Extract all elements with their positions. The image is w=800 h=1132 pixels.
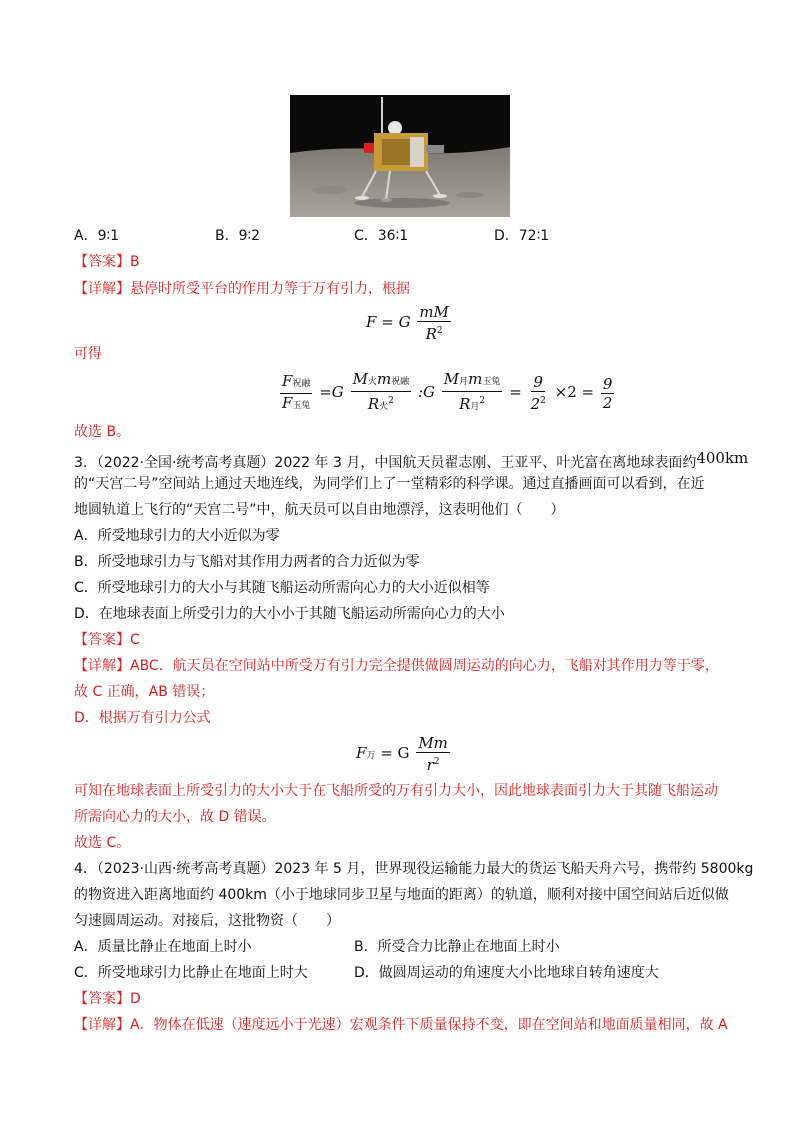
q3-option-b: B．所受地球引力与飞船对其作用力两者的合力近似为零	[74, 554, 420, 570]
q3-answer: 【答案】C	[74, 632, 140, 648]
q3-conclusion: 故选 C。	[74, 835, 131, 851]
q2-option-d: D．72∶1	[494, 228, 550, 244]
q4-option-b: B．所受合力比静止在地面上时小	[354, 939, 560, 955]
ratio-m1-sub: 火	[367, 377, 377, 387]
ratio-lhs-den: F	[282, 393, 293, 412]
ratio-term2	[442, 370, 503, 416]
ratio-r2: R	[459, 395, 471, 413]
ratio-colon-g: :G	[417, 383, 436, 401]
ratio-two-b: 2	[602, 393, 613, 412]
q4-option-d: D．做圆周运动的角速度大小比地球自转角速度大	[354, 965, 659, 981]
ratio-lhs-den-sub: 玉兔	[292, 400, 311, 411]
q3-option-a: A．所受地球引力的大小近似为零	[74, 528, 280, 544]
q3-detail-4: 可知在地球表面上所受引力的大小大于在飞船所受的万有引力大小，因此地球表面引力大于其随飞船运动	[74, 783, 718, 799]
formula3-frac	[416, 734, 450, 774]
q3-stem-line2: 的“天宫二号”空间站上通过天地连线，为同学们上了一堂精彩的科学课。通过直播画面可以看到，在近	[74, 476, 705, 492]
ratio-nine-over-two-sq	[529, 373, 548, 413]
formula-den-exp: 2	[436, 326, 443, 336]
formula-gravitation	[366, 303, 453, 343]
ratio-lhs	[280, 372, 312, 415]
q4-answer: 【答案】D	[74, 991, 141, 1007]
q2-option-c: C．36∶1	[354, 228, 409, 244]
ratio-m4-sub: 玉兔	[482, 377, 501, 387]
ratio-m3: M	[443, 370, 460, 388]
formula-num: mM	[419, 303, 449, 321]
formula-eq: =	[381, 313, 394, 331]
ratio-m4: m	[468, 370, 483, 388]
q3-option-d: D．在地球表面上所受引力的大小小于其随飞船运动所需向心力的大小	[74, 606, 505, 622]
formula3-f: F	[356, 744, 367, 762]
q3-option-c: C．所受地球引力的大小与其随飞船运动所需向心力的大小近似相等	[74, 580, 490, 596]
q3-stem-line1	[74, 448, 748, 473]
q3-stem-distance: 400km	[696, 449, 749, 467]
q2-option-b: B．9∶2	[215, 228, 261, 244]
ratio-eq-g: =G	[319, 383, 344, 401]
formula-universal-gravitation	[356, 734, 452, 774]
ratio-lhs-num: F	[282, 371, 293, 390]
formula-f: F	[366, 313, 377, 331]
formula3-eq-g: = G	[380, 744, 410, 762]
q4-option-c: C．所受地球引力比静止在地面上时大	[74, 965, 308, 981]
q2-detail: 【详解】悬停时所受平台的作用力等于万有引力，根据	[74, 281, 410, 297]
formula3-den-exp: 2	[433, 757, 440, 767]
formula-ratio: $\frac{\text{F祝融}}{\text{F玉兔}}$ =G $\frac{\text{M火m祝融}}{R火^2}$ :G $\frac{\text{M月m玉兔}}{R月^2}$ = $\frac{9}{2^2}$ ×2 = $\frac{9}{2}$	[278, 370, 616, 416]
ratio-r2-sub: 月	[470, 402, 480, 412]
ratio-nine-b: 9	[602, 374, 613, 393]
ratio-two-exp: 2	[540, 396, 546, 406]
formula3-den: r	[426, 756, 434, 774]
ratio-r2-exp: 2	[479, 396, 486, 406]
ratio-two-a: 2	[530, 395, 541, 413]
formula-frac	[417, 303, 451, 343]
q4-detail-1: 【详解】A．物体在低速（速度远小于光速）宏观条件下质量保持不变，即在空间站和地面质量相同，故 A	[74, 1017, 728, 1033]
q2-conclusion: 故选 B。	[74, 424, 131, 440]
ratio-times: ×2 =	[554, 383, 595, 401]
q4-stem-line3: 匀速圆周运动。对接后，这批物资（ ）	[74, 913, 340, 929]
ratio-nine-over-two	[601, 375, 615, 412]
q3-detail-1: 【详解】ABC．航天员在空间站中所受万有引力完全提供做圆周运动的向心力，飞船对其作用力等于零，	[74, 658, 719, 674]
q3-stem-line3: 地圆轨道上飞行的“天宫二号”中，航天员可以自由地漂浮，这表明他们（ ）	[74, 502, 565, 518]
ratio-term1	[351, 370, 412, 416]
formula3-f-sub: 万	[366, 751, 376, 761]
ratio-m3-sub: 月	[459, 377, 469, 387]
formula-den: R	[425, 325, 437, 343]
lander-photo	[290, 95, 510, 217]
ratio-r1-sub: 火	[379, 402, 389, 412]
ratio-m1: M	[352, 370, 368, 388]
q3-stem-line1-text: 3．（2022·全国·统考高考真题）2022 年 3 月，中国航天员翟志刚、王亚平、叶光富在离地球表面约	[74, 455, 697, 471]
q2-option-a: A．9∶1	[74, 228, 120, 244]
ratio-lhs-num-sub: 祝融	[292, 378, 311, 389]
formula-g: G	[398, 313, 411, 331]
q3-detail-2: 故 C 正确，AB 错误；	[74, 684, 215, 700]
q4-option-a: A．质量比静止在地面上时小	[74, 939, 252, 955]
q4-stem-line1: 4．（2023·山西·统考高考真题）2023 年 5 月，世界现役运输能力最大的货运飞船天舟六号，携带约 5800kg	[74, 861, 754, 877]
ratio-r1: R	[367, 395, 380, 413]
q3-detail-5: 所需向心力的大小，故 D 错误。	[74, 809, 276, 825]
ratio-nine-a: 9	[533, 373, 543, 391]
q3-detail-3: D．根据万有引力公式	[74, 710, 211, 726]
q4-stem-line2: 的物资进入距离地面约 400km（小于地球同步卫星与地面的距离）的轨道，顺利对接中国空间站后近似做	[74, 887, 729, 903]
ratio-r1-exp: 2	[388, 396, 394, 406]
ratio-m2: m	[376, 370, 392, 388]
formula3-num: Mm	[418, 734, 448, 752]
ratio-m2-sub: 祝融	[391, 377, 410, 387]
q2-answer: 【答案】B	[74, 254, 140, 270]
q2-keyi: 可得	[74, 346, 102, 362]
